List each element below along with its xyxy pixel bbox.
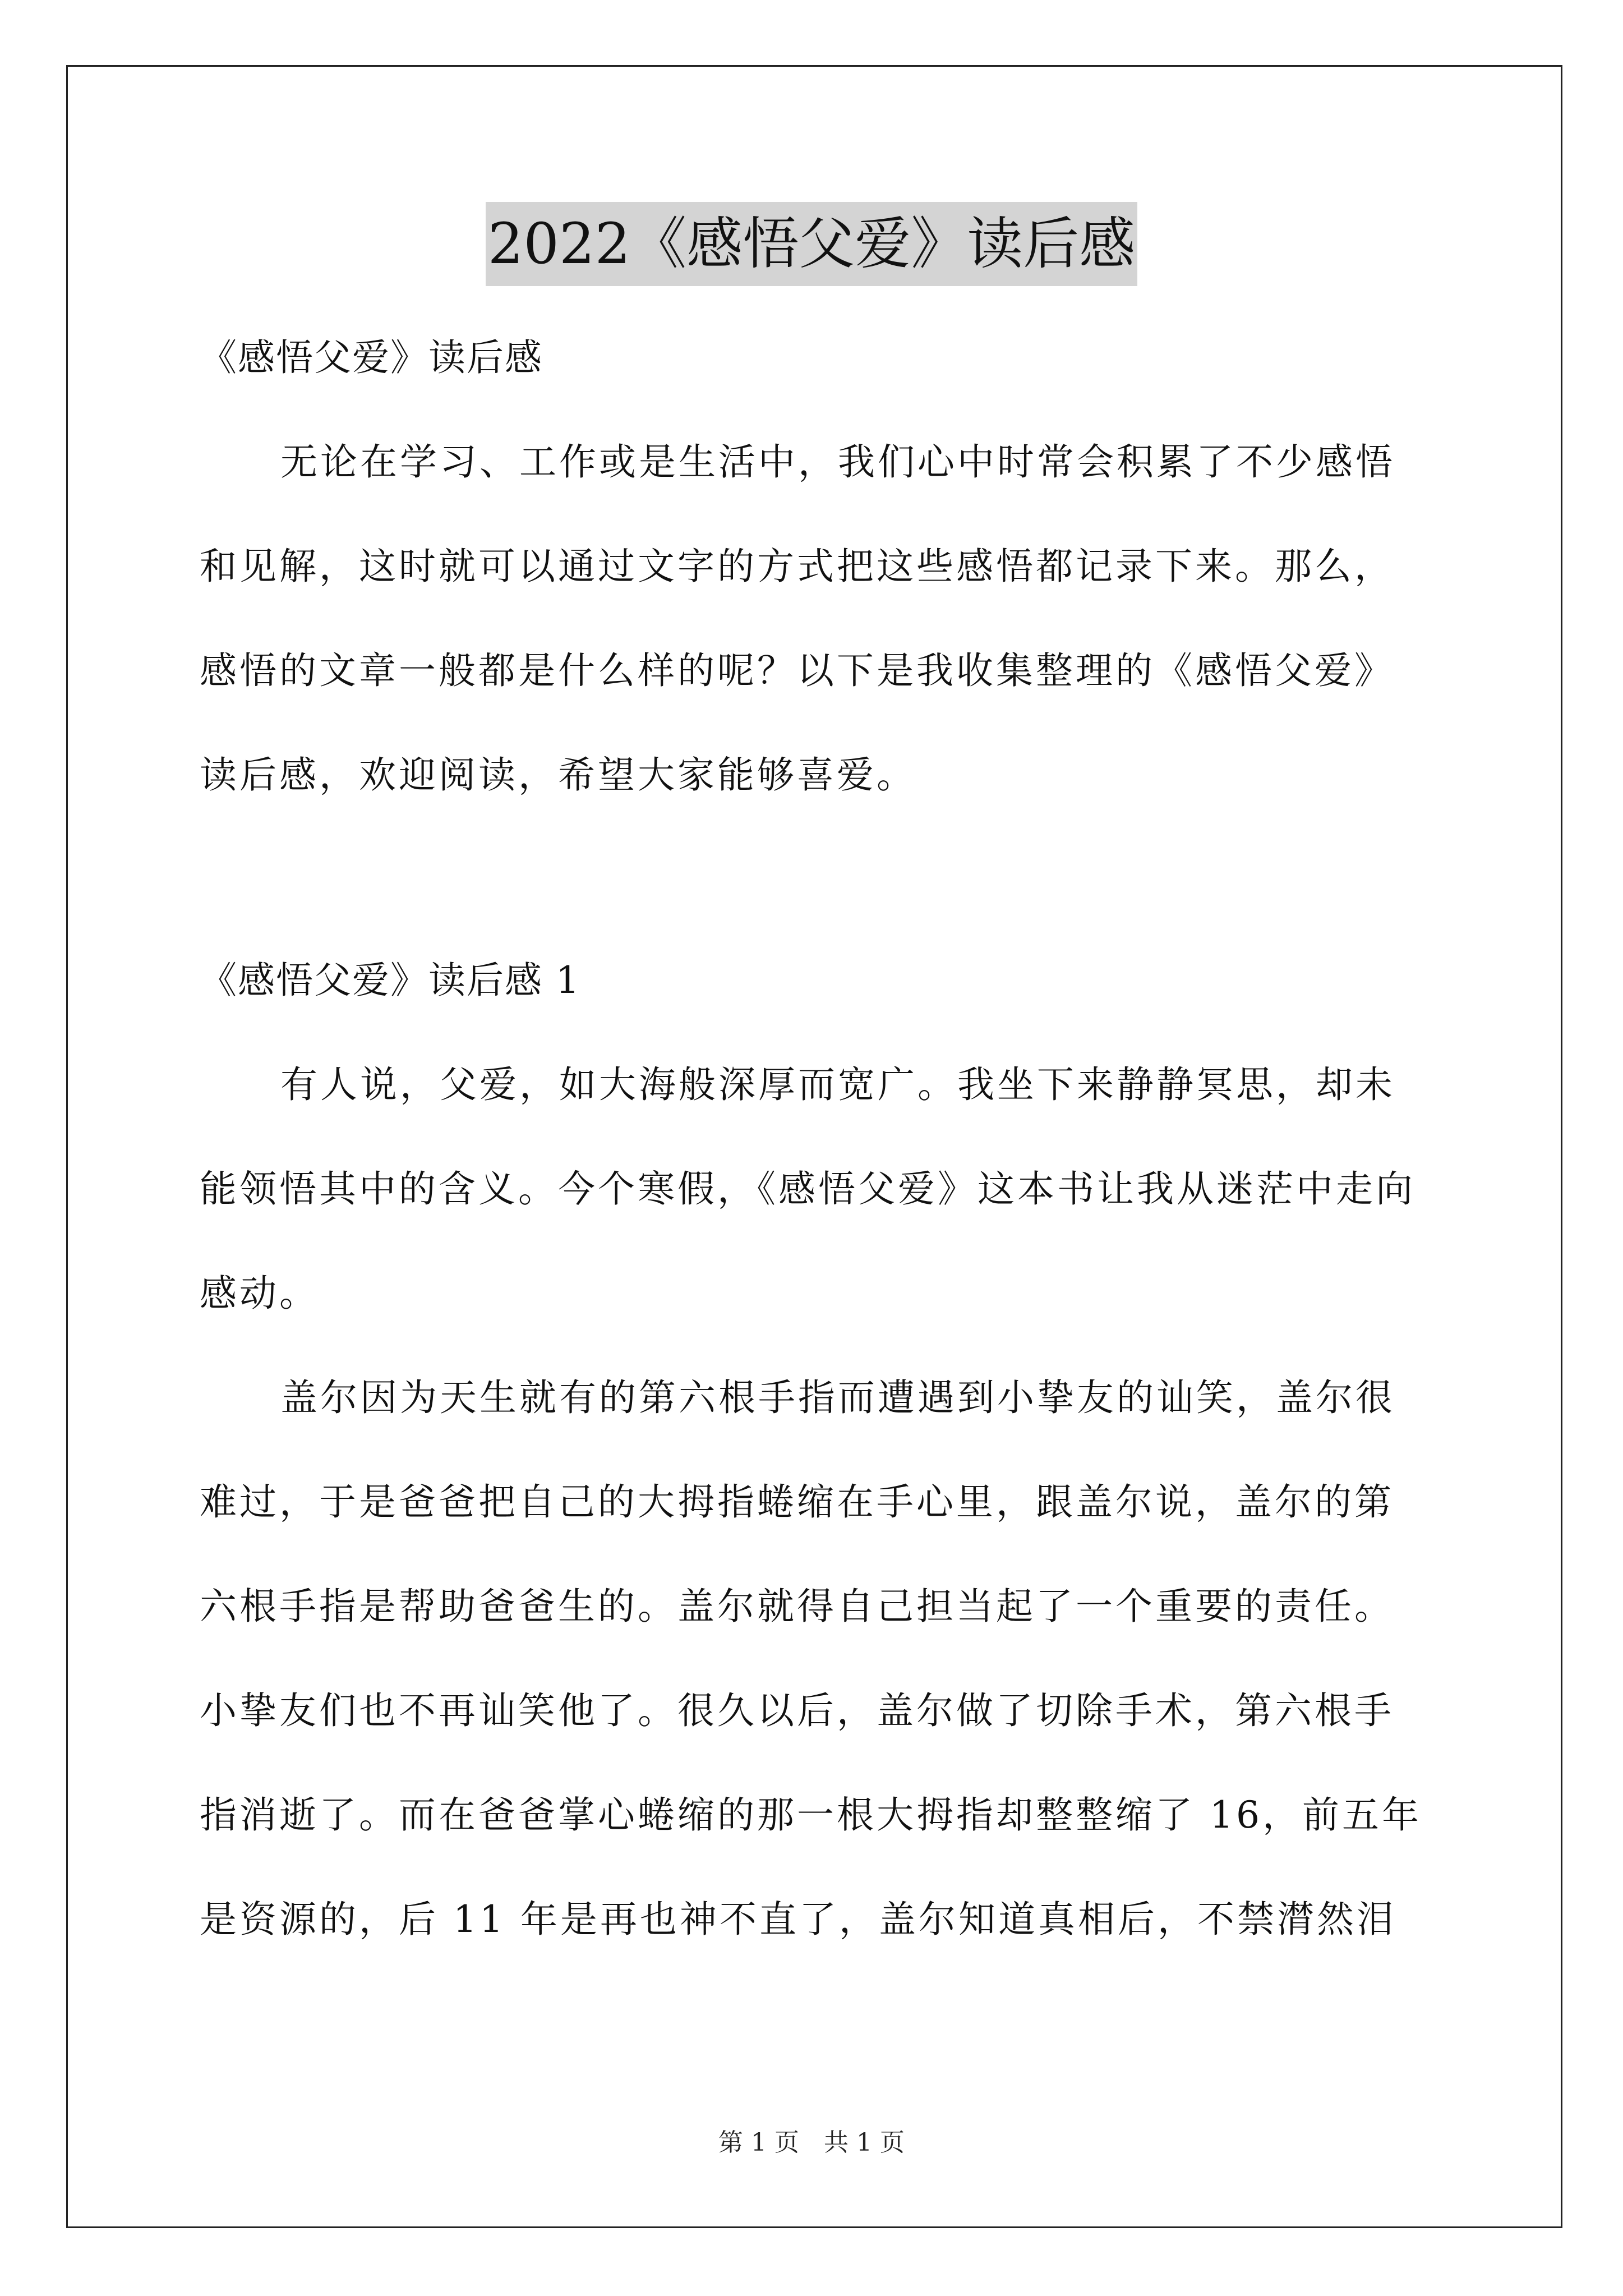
intro-line: 感悟的文章一般都是什么样的呢？以下是我收集整理的《感悟父爱》 <box>200 649 1394 692</box>
section1-p1-line: 能领悟其中的含义。今个寒假，《感悟父爱》这本书让我从迷茫中走向 <box>200 1167 1415 1211</box>
intro-heading: 《感悟父爱》读后感 <box>200 336 543 379</box>
section1-p2-line: 六根手指是帮助爸爸生的。盖尔就得自己担当起了一个重要的责任。 <box>200 1585 1394 1628</box>
section1-heading: 《感悟父爱》读后感 1 <box>200 959 580 1002</box>
intro-line: 读后感，欢迎阅读，希望大家能够喜爱。 <box>200 753 916 797</box>
section1-p2-line: 小挚友们也不再讪笑他了。很久以后，盖尔做了切除手术，第六根手 <box>200 1689 1394 1732</box>
section-gap <box>200 827 1433 928</box>
section1-p2-line: 盖尔因为天生就有的第六根手指而遭遇到小挚友的讪笑，盖尔很 <box>280 1376 1395 1419</box>
section1-p2-line: 指消逝了。而在爸爸掌心蜷缩的那一根大拇指却整整缩了 16，前五年 <box>200 1793 1422 1837</box>
title-wrap <box>0 202 1623 286</box>
section1-p1-line: 有人说，父爱，如大海般深厚而宽广。我坐下来静静冥思，却未 <box>280 1063 1395 1106</box>
section1-p1-line: 感动。 <box>200 1272 319 1315</box>
page-footer: 第 1 页 共 1 页 <box>718 2128 905 2157</box>
intro-line: 和见解，这时就可以通过文字的方式把这些感悟都记录下来。那么， <box>200 545 1394 588</box>
document-title: 2022《感悟父爱》读后感 <box>486 202 1138 286</box>
document-body <box>200 306 1433 1972</box>
section1-p2-line: 是资源的，后 11 年是再也神不直了，盖尔知道真相后，不禁潸然泪 <box>200 1898 1396 1941</box>
section1-p2-line: 难过，于是爸爸把自己的大拇指蜷缩在手心里，跟盖尔说，盖尔的第 <box>200 1480 1394 1524</box>
intro-line: 无论在学习、工作或是生活中，我们心中时常会积累了不少感悟 <box>280 440 1395 484</box>
